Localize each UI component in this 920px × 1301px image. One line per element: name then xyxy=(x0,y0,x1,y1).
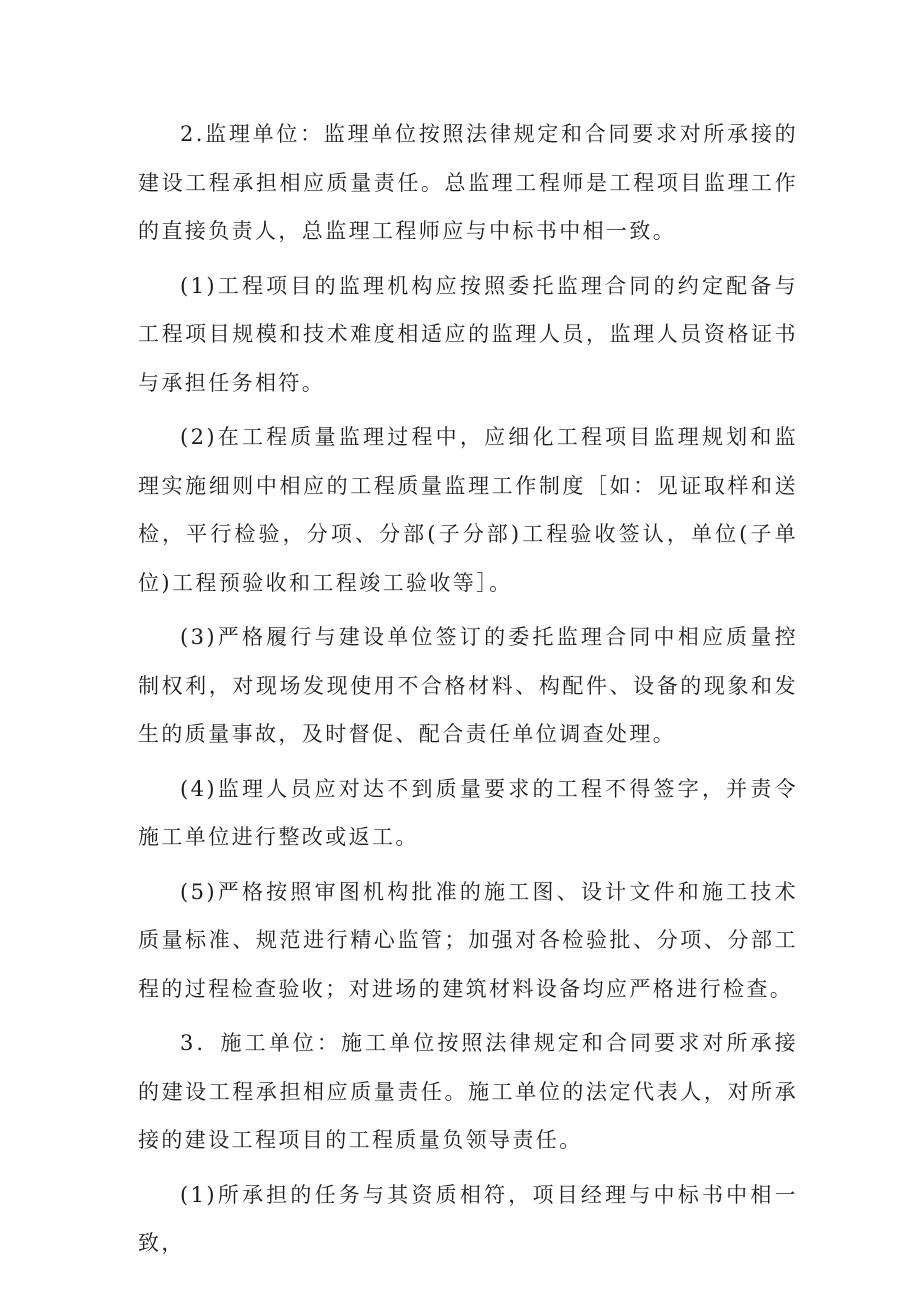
paragraph-supervision-item-3: (3)严格履行与建设单位签订的委托监理合同中相应质量控制权利，对现场发现使用不合格材料、构配件、设备的现象和发生的质量事故，及时督促、配合责任单位调查处理。 xyxy=(138,625,798,746)
document-body xyxy=(138,110,798,1274)
paragraph-supervision-item-4: (4)监理人员应对达不到质量要求的工程不得签字，并责令施工单位进行整改或返工。 xyxy=(138,776,798,849)
paragraph-supervision-item-1: (1)工程项目的监理机构应按照委托监理合同的约定配备与工程项目规模和技术难度相适应的监理人员，监理人员资格证书与承担任务相符。 xyxy=(138,273,798,395)
paragraph-supervision-item-5: (5)严格按照审图机构批准的施工图、设计文件和施工技术质量标准、规范进行精心监管；加强对各检验批、分项、分部工程的过程检查验收；对进场的建筑材料设备均应严格进行检查。 xyxy=(138,879,798,1001)
paragraph-supervision-item-2: (2)在工程质量监理过程中，应细化工程项目监理规划和监理实施细则中相应的工程质量监理工作制度［如：见证取样和送检，平行检验，分项、分部(子分部)工程验收签认，单位(子单位)工程预验收和工程竣工验收等］。 xyxy=(138,425,798,595)
paragraph-construction-unit: 3．施工单位：施工单位按照法律规定和合同要求对所承接的建设工程承担相应质量责任。施工单位的法定代表人，对所承接的建设工程项目的工程质量负领导责任。 xyxy=(138,1031,798,1152)
paragraph-construction-item-1: (1)所承担的任务与其资质相符，项目经理与中标书中相一致， xyxy=(138,1182,798,1255)
paragraph-supervision-unit: 2.监理单位：监理单位按照法律规定和合同要求对所承接的建设工程承担相应质量责任。总监理工程师是工程项目监理工作的直接负责人，总监理工程师应与中标书中相一致。 xyxy=(138,122,798,243)
